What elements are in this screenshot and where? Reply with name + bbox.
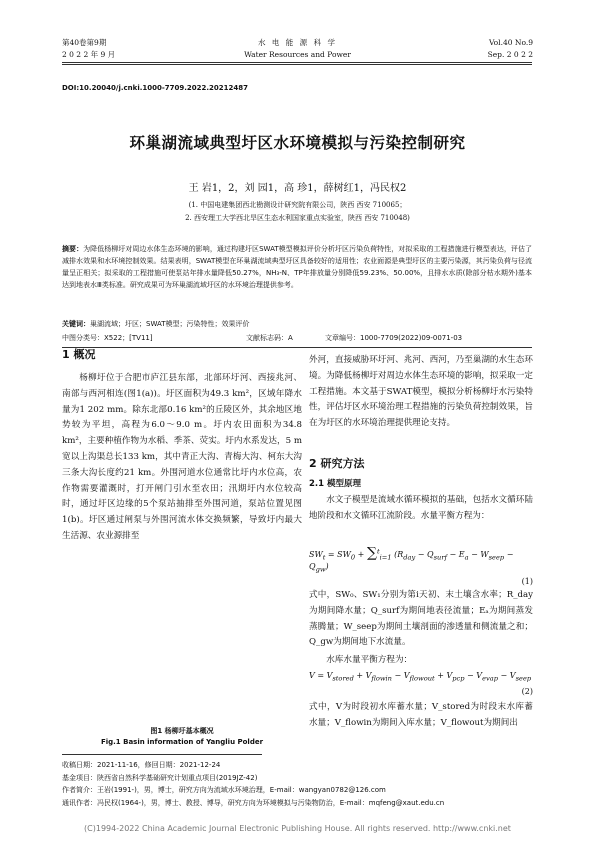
footnote-author-bio: 作者简介：王岩(1991-)，男，博士，研究方向为流域水环境治理，E-mail：wangyan0782@126.com <box>62 786 386 794</box>
figure-1-area <box>62 612 302 722</box>
abstract-label: 摘要： <box>62 245 84 253</box>
footnotes <box>62 759 532 809</box>
keywords <box>62 319 250 329</box>
figure-1-caption-cn: 图1 杨柳圩基本概况 <box>150 727 214 735</box>
authors: 王 岩1，2，刘 园1，高 珍1，薛树红1，冯民权2 <box>188 183 407 194</box>
footnote-received: 收稿日期：2021-11-16，修回日期：2021-12-24 <box>62 761 221 769</box>
equation-1: $SW_t = SW_0 + \sum^t_{i=1}$ $(R_{day} - Q_{surf} - E_a - W_{seep} - Q_{gw})$ <box>309 545 514 574</box>
section-2-1-paragraph: 水文子模型是流域水循环模拟的基础，包括水文循环陆地阶段和水文循环江流阶段。水量平衡方程为： <box>309 495 533 521</box>
abstract-text: 为降低杨柳圩对周边水体生态环境的影响，通过构建圩区SWAT模型模拟评价分析圩区污染负荷特性，对拟采取的工程措施进行模型表达，评估了减排水效果和水环境控制效果。结果表明，SWAT模型在环巢湖流域典型圩区具备较好的适用性；农业面源是典型圩区的主要污染源，其污染负荷与径流量呈正相关；拟采取的工程措施可使泵站年排水量降低50.27%，NH₃-N、TP年排放量分别降低59.23%、50.00%，且排水水质(除部分枯水期外)基本达到地表水Ⅲ类标准。研究成果可为环巢湖流域圩区的水环境治理提供参考。 <box>62 245 532 289</box>
section-1-paragraph: 杨柳圩位于合肥市庐江县东部，北部环圩河、西接兆河、南部与西河相连(图1(a))。圩区面积为49.3 km²，区域年降水量为1 202 mm。除东北部0.16 km²的丘陵区外，其余地区地势较为平坦，高程为6.0～9.0 m。圩内农田面积为34.8 km²，主要种植作物为水稻、季茶、荧实。圩内水系发达，5 m宽以上沟渠总长133 km，其中青正大沟、青梅大沟、柯东大沟三条大沟长度约21 km。外围河道水位通常比圩内水位高，农作物需要灌溉时，打开闸门引水至农田；汛期圩内水位较高时，通过圩区边缘的5个泵站抽排至外围河道，泵站位置见图1(b)。圩区通过闸泵与外围河流水体交换频繁，导致圩内最大生活源、农业源排至 <box>62 373 302 541</box>
footnote-corresponding: 通讯作者：冯民权(1964-)，男，博士、教授、博导，研究方向为环境模拟与污染物防治，E-mail：mqfeng@xaut.edu.cn <box>62 798 445 807</box>
section-1-body <box>62 371 302 545</box>
keywords-label: 关键词： <box>62 320 90 328</box>
clc-number: 中图分类号：X522；[TV11] <box>62 334 153 342</box>
intro-continued <box>309 353 533 432</box>
footnote-rule <box>62 754 262 755</box>
document-code: 文献标志码：A <box>246 334 293 342</box>
section-2-1-heading: 2.1 模型原理 <box>309 479 362 489</box>
header-rule <box>62 62 532 63</box>
equation-2-number: (2) <box>521 687 533 696</box>
header-rule-thin <box>62 64 532 65</box>
section-1-heading: 1 概况 <box>62 348 96 361</box>
copyright-footer: (C)1994-2022 China Academic Journal Electronic Publishing House. All rights reserved. http://www.cnki.net <box>84 824 511 833</box>
intro-paragraph: 外河，直接威胁环圩河、兆河、西河，乃至巢湖的水生态环境。为降低杨柳圩对周边水体生态环境的影响，拟采取一定工程措施。本文基于SWAT模型，模拟分析杨柳圩水污染特性，评估圩区水环境治理工程措施的污染负荷控制效果，旨在为圩区的水环境治理提供理论支持。 <box>309 355 533 429</box>
header-journal-en: Water Resources and Power <box>244 50 351 59</box>
equation-2: $V = V_{stored} + V_{flowin} - V_{flowout} + V_{pcp} - V_{evap} - V_{seep}$ <box>309 671 532 683</box>
equation-2-description <box>309 700 533 732</box>
keywords-text: 巢湖流域；圩区；SWAT模型；污染特性；效果评价 <box>90 320 250 328</box>
header-volume: 第40卷第9期 <box>62 38 107 47</box>
equation-1-number: (1) <box>521 577 533 586</box>
article-number: 文章编号：1000-7709(2022)09-0071-03 <box>325 334 463 342</box>
affiliation-2: 2. 西安理工大学西北旱区生态水利国家重点实验室，陕西 西安 710048) <box>185 214 410 222</box>
equation-2-intro-text: 水库水量平衡方程为： <box>326 655 413 665</box>
footnote-fund: 基金项目：陕西省自然科学基础研究计划重点项目(2019JZ-42) <box>62 773 258 782</box>
header-date: 2 0 2 2 年 9 月 <box>62 50 116 59</box>
doi: DOI:10.20040/j.cnki.1000-7709.2022.20212487 <box>62 84 249 92</box>
header-journal-cn: 水 电 能 源 科 学 <box>258 38 337 47</box>
header-date-en: Sep. 2 0 2 2 <box>487 50 533 59</box>
equation-2-text: 式中，V为时段初水库蓄水量；V_stored为时段末水库蓄水量；V_flowin为期间入库水量；V_flowout为期间出 <box>309 702 533 728</box>
equation-1-text: 式中，SW₀、SW₁分别为第i天初、末土壤含水率；R_day为期间降水量；Q_surf为期间地表径流量；Eₐ为期间蒸发蒸腾量；W_seep为期间土壤剖面的渗透量和侧流量之和；Q_gw为期间地下水流量。 <box>309 590 533 648</box>
equation-2-intro <box>309 653 533 669</box>
section-2-1-body <box>309 493 533 525</box>
section-2-heading: 2 研究方法 <box>309 457 365 470</box>
equation-1-description <box>309 588 533 651</box>
meta-rule <box>62 347 532 348</box>
affiliation-1: (1. 中国电建集团西北勘测设计研究院有限公司，陕西 西安 710065； <box>188 201 407 209</box>
header-volume-en: Vol.40 No.9 <box>488 38 533 47</box>
abstract <box>62 243 532 291</box>
paper-title: 环巢湖流域典型圩区水环境模拟与污染控制研究 <box>129 134 466 152</box>
figure-1-caption-en: Fig.1 Basin information of Yangliu Polder <box>100 738 264 746</box>
